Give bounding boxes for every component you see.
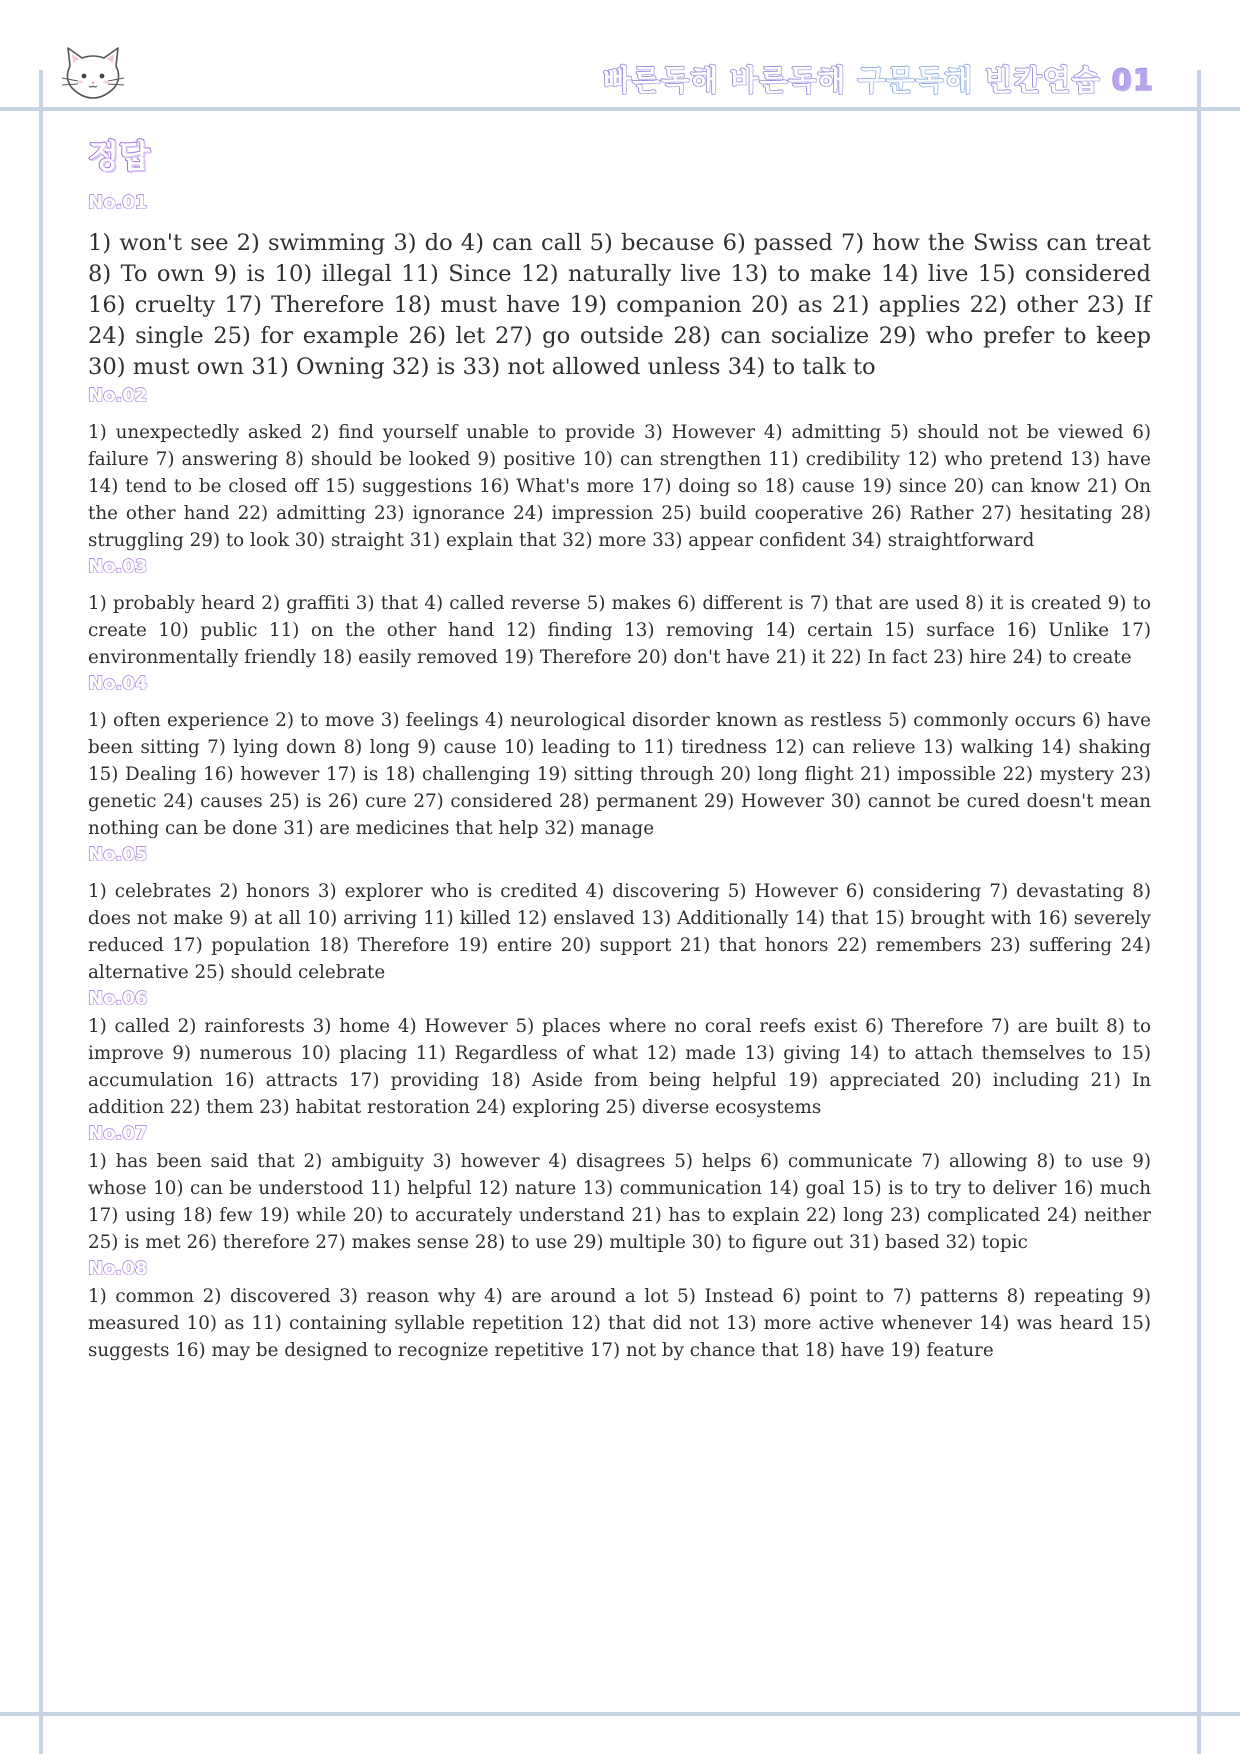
page-title: 정답 <box>88 137 150 175</box>
footer-rule <box>0 1712 1240 1716</box>
section-label-04: No.04 <box>88 673 148 694</box>
section-label-05: No.05 <box>88 844 148 865</box>
header-word-2: 바른독해 <box>730 63 847 97</box>
header-title <box>603 58 1154 99</box>
section-label-03: No.03 <box>88 556 148 577</box>
section-answers-02: 1) unexpectedly asked 2) find yourself unable to provide 3) However 4) admitting 5) should not be viewed 6) failure 7) answering 8) should be looked 9) positive 10) can strengthen 11) credibility 12) who pretend 13) have 14) tend to be closed off 15) suggestions 16) What's more 17) doing so 18) cause 19) since 20) can know 21) On the other hand 22) admitting 23) ignorance 24) impression 25) build cooperative 26) Rather 27) hesitating 28) struggling 29) to look 30) straight 31) explain that 32) more 33) appear confident 34) straightforward <box>88 422 1151 551</box>
section-answers-01: 1) won't see 2) swimming 3) do 4) can call 5) because 6) passed 7) how the Swiss can treat 8) To own 9) is 10) illegal 11) Since 12) naturally live 13) to make 14) live 15) considered 16) cruelty 17) Therefore 18) must have 19) companion 20) as 21) applies 22) other 23) If 24) single 25) for example 26) let 27) go outside 28) can socialize 29) who prefer to keep 30) must own 31) Owning 32) is 33) not allowed unless 34) to talk to <box>88 230 1151 380</box>
section-label-08: No.08 <box>88 1258 148 1279</box>
section-answers-04: 1) often experience 2) to move 3) feelings 4) neurological disorder known as restless 5) commonly occurs 6) have been sitting 7) lying down 8) long 9) cause 10) leading to 11) tiredness 12) can relieve 13) walking 14) shaking 15) Dealing 16) however 17) is 18) challenging 19) sitting through 20) long flight 21) impossible 22) mystery 23) genetic 24) causes 25) is 26) cure 27) considered 28) permanent 29) However 30) cannot be cured doesn't mean nothing can be done 31) are medicines that help 32) manage <box>88 710 1151 839</box>
section-label-01: No.01 <box>88 192 148 213</box>
left-border <box>39 70 43 1754</box>
section-answers-07: 1) has been said that 2) ambiguity 3) however 4) disagrees 5) helps 6) communicate 7) allowing 8) to use 9) whose 10) can be understood 11) helpful 12) nature 13) communication 14) goal 15) is to try to deliver 16) much 17) using 18) few 19) while 20) to accurately understand 21) has to explain 22) long 23) complicated 24) neither 25) is met 26) therefore 27) makes sense 28) to use 29) multiple 30) to figure out 31) based 32) topic <box>88 1151 1151 1253</box>
section-label-07: No.07 <box>88 1123 148 1144</box>
section-answers-06: 1) called 2) rainforests 3) home 4) However 5) places where no coral reefs exist 6) Therefore 7) are built 8) to improve 9) numerous 10) placing 11) Regardless of what 12) made 13) giving 14) to attach themselves to 15) accumulation 16) attracts 17) providing 18) Aside from being helpful 19) appreciated 20) including 21) In addition 22) them 23) habitat restoration 24) exploring 25) diverse ecosystems <box>88 1016 1151 1118</box>
section-label-06: No.06 <box>88 988 148 1009</box>
header-number: 01 <box>1111 63 1154 97</box>
right-border <box>1197 70 1201 1754</box>
header-word-4: 빈칸연습 <box>984 63 1101 97</box>
section-answers-08: 1) common 2) discovered 3) reason why 4) are around a lot 5) Instead 6) point to 7) patterns 8) repeating 9) measured 10) as 11) containing syllable repetition 12) that did not 13) more active whenever 14) was heard 15) suggests 16) may be designed to recognize repetitive 17) not by chance that 18) have 19) feature <box>88 1286 1151 1361</box>
section-answers-05: 1) celebrates 2) honors 3) explorer who is credited 4) discovering 5) However 6) considering 7) devastating 8) does not make 9) at all 10) arriving 11) killed 12) enslaved 13) Additionally 14) that 15) brought with 16) severely reduced 17) population 18) Therefore 19) entire 20) support 21) that honors 22) remembers 23) suffering 24) alternative 25) should celebrate <box>88 881 1151 983</box>
answer-content <box>88 136 1151 1366</box>
header-word-3: 구문독해 <box>857 63 974 97</box>
section-answers-03: 1) probably heard 2) graffiti 3) that 4) called reverse 5) makes 6) different is 7) that are used 8) it is created 9) to create 10) public 11) on the other hand 12) finding 13) removing 14) certain 15) surface 16) Unlike 17) environmentally friendly 18) easily removed 19) Therefore 20) don't have 21) it 22) In fact 23) hire 24) to create <box>88 593 1151 668</box>
section-label-02: No.02 <box>88 385 148 406</box>
header-rule <box>0 107 1240 111</box>
header-word-1: 빠른독해 <box>602 63 720 97</box>
cat-logo-icon <box>60 44 126 102</box>
